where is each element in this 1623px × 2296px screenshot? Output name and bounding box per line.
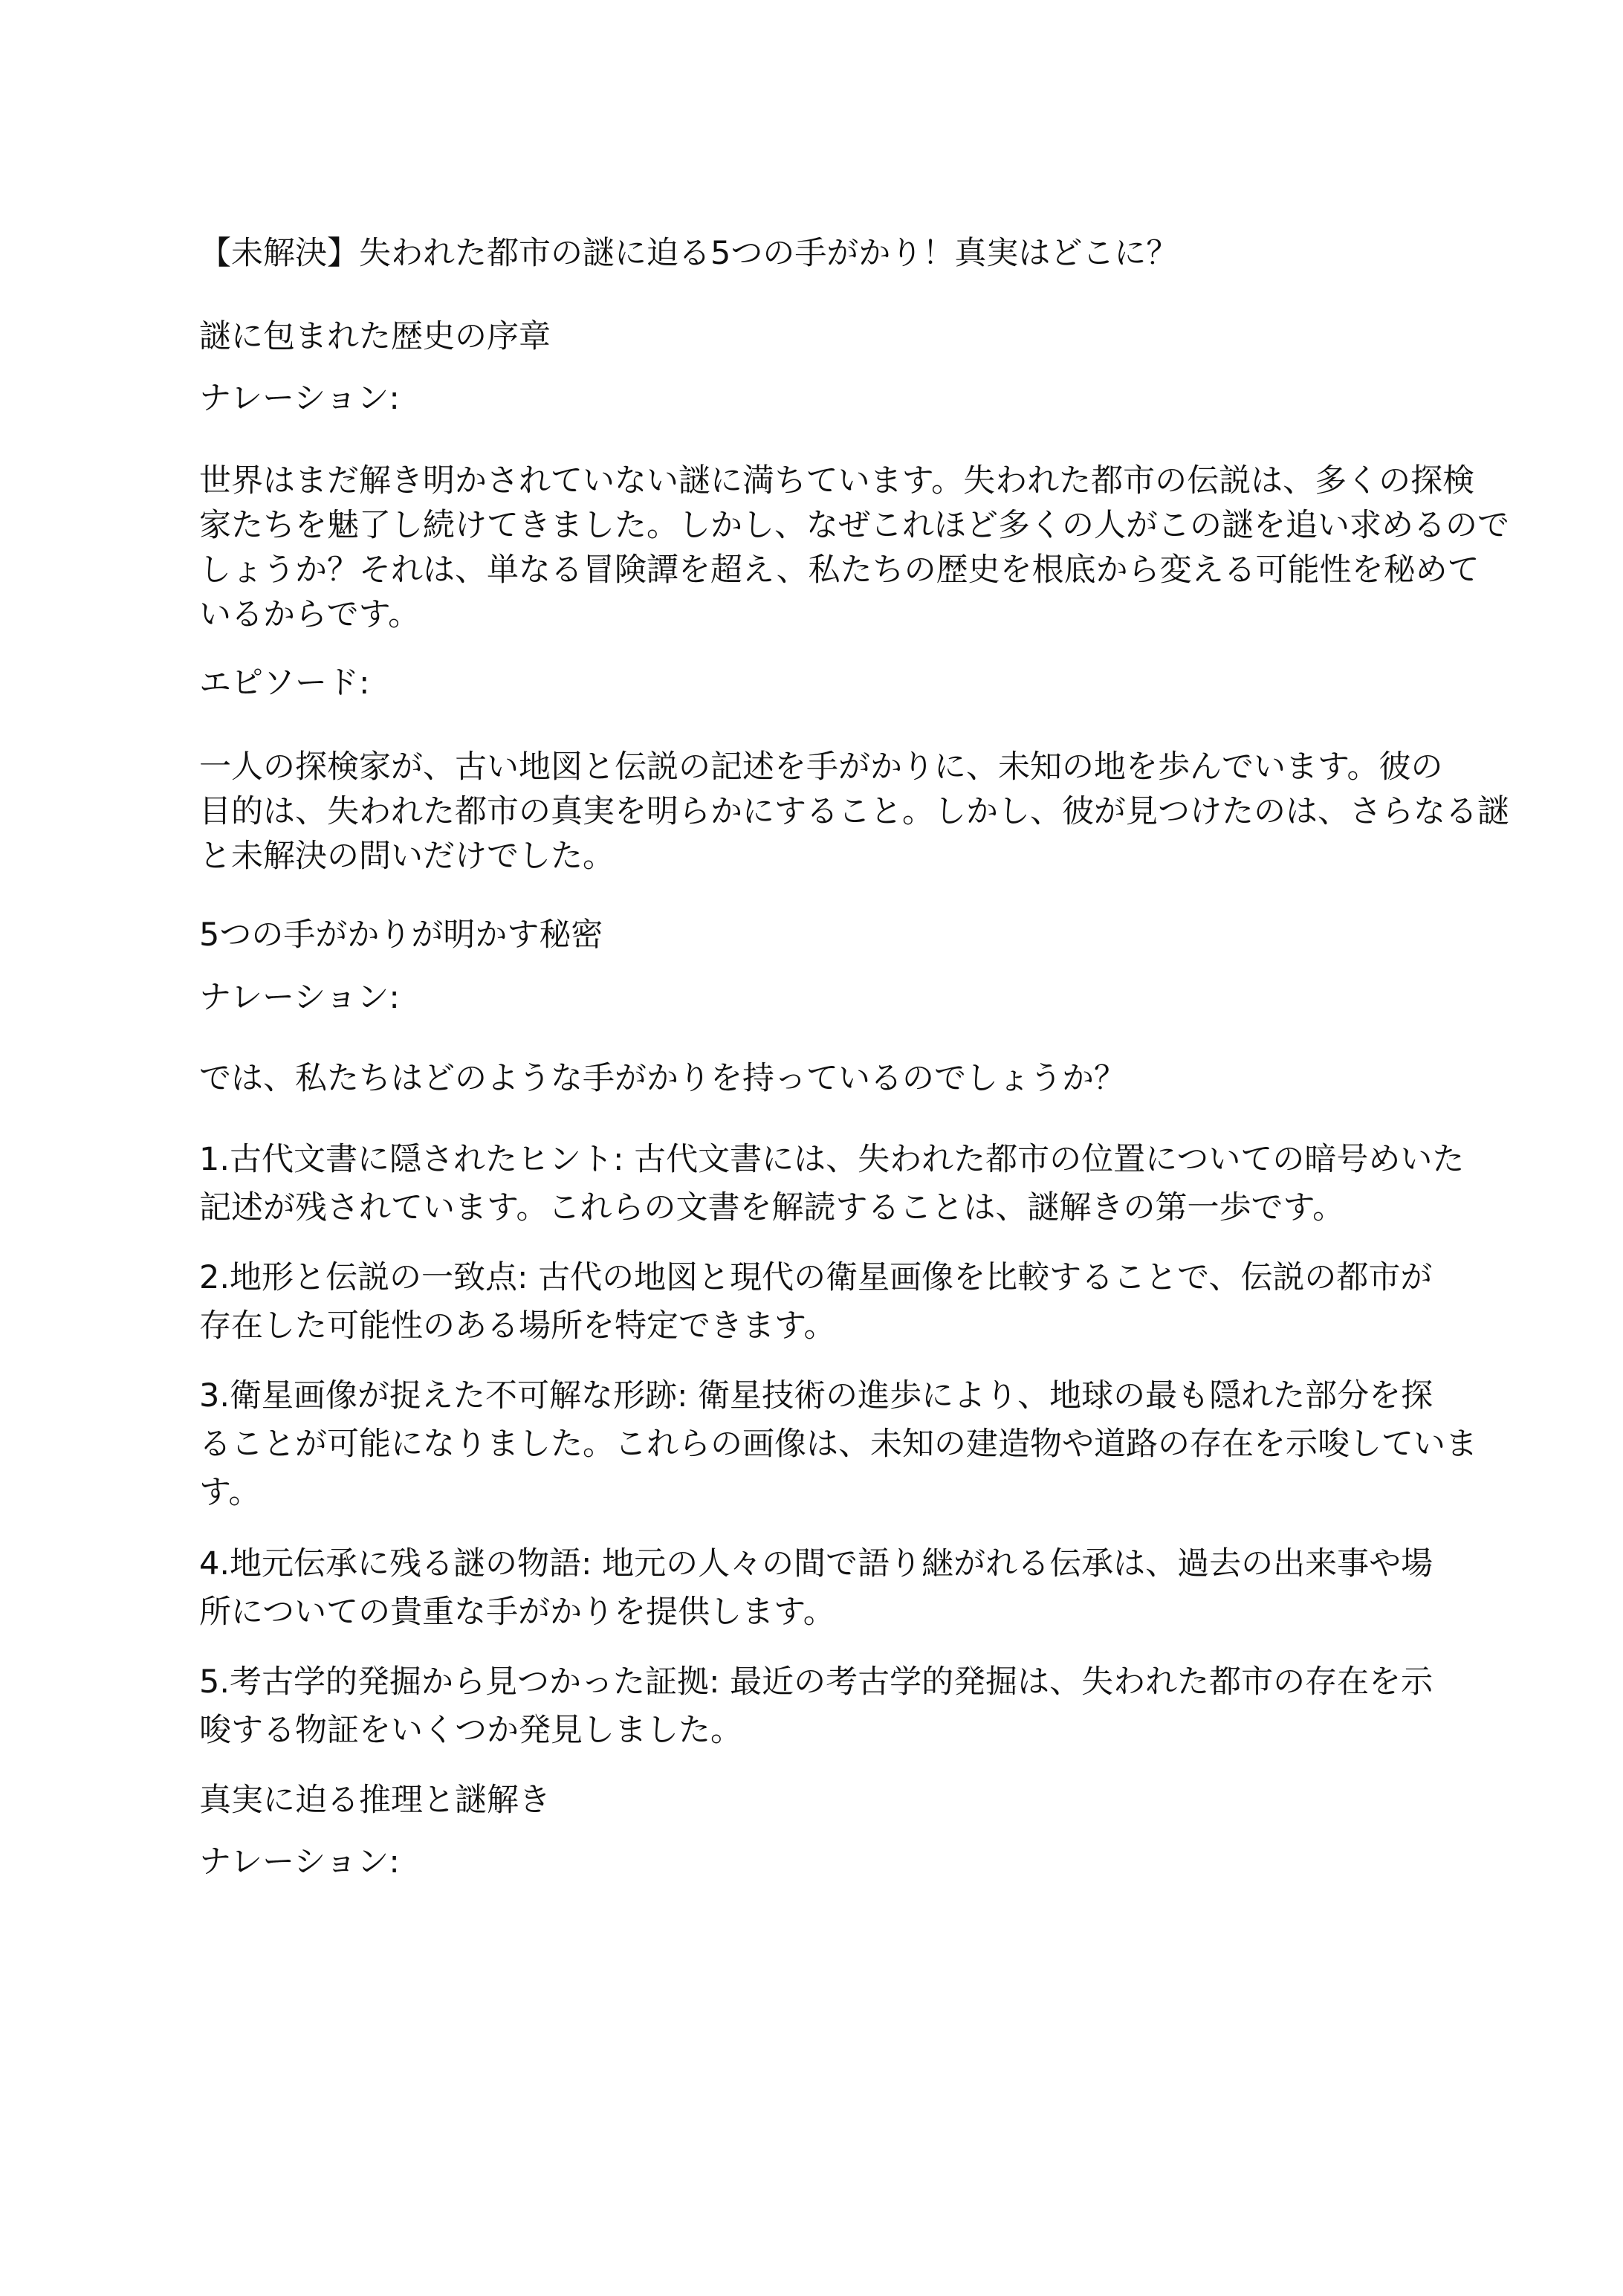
clue-line: 唆する物証をいくつか発見しました。 <box>199 1712 742 1749</box>
clue-line: 所についての貴重な手がかりを提供します。 <box>199 1594 835 1631</box>
clue-line: 2.地形と伝説の一致点: 古代の地図と現代の衛星画像を比較することで、伝説の都市が <box>199 1259 1433 1296</box>
title-text: 【未解決】失われた都市の謎に迫る5つの手がかり！真実はどこに？ <box>199 235 1179 272</box>
clue-line: 存在した可能性のある場所を特定できます。 <box>199 1307 836 1345</box>
section-heading <box>199 913 603 957</box>
paragraph-line: しょうか？それは、単なる冒険譚を超え、私たちの歴史を根底から変える可能性を秘めて <box>199 552 1480 589</box>
label-text: ナレーション: <box>199 979 400 1016</box>
paragraph-line: では、私たちはどのような手がかりを持っているのでしょうか？ <box>199 1060 1126 1097</box>
clue-item-2 <box>199 1254 1432 1351</box>
clue-line: 3.衛星画像が捉えた不可解な形跡: 衛星技術の進歩により、地球の最も隠れた部分を探 <box>199 1377 1434 1414</box>
clue-line: ることが可能になりました。これらの画像は、未知の建造物や道路の存在を示唆していま <box>199 1426 1477 1463</box>
episode-paragraph <box>199 745 1509 879</box>
clue-line: 記述が残されています。これらの文書を解読することは、謎解きの第一歩です。 <box>199 1189 1345 1226</box>
document-title <box>199 231 1178 276</box>
paragraph-line: 一人の探検家が、古い地図と伝説の記述を手がかりに、未知の地を歩んでいます。彼の <box>199 748 1443 786</box>
section-heading <box>199 1778 551 1823</box>
clue-item-4 <box>199 1540 1433 1637</box>
narration-paragraph <box>199 459 1509 637</box>
clue-item-5 <box>199 1658 1433 1755</box>
section-heading <box>199 314 551 359</box>
narration-label <box>199 975 400 1020</box>
paragraph-line: 世界はまだ解き明かされていない謎に満ちています。失われた都市の伝説は、多くの探検 <box>199 462 1475 499</box>
label-text: ナレーション: <box>199 1843 400 1881</box>
clue-line: 1.古代文書に隠されたヒント: 古代文書には、失われた都市の位置についての暗号めいた <box>199 1141 1465 1178</box>
paragraph-line: 家たちを魅了し続けてきました。しかし、なぜこれほど多くの人がこの謎を追い求めるので <box>199 507 1509 544</box>
clue-line: 4.地元伝承に残る謎の物語: 地元の人々の間で語り継がれる伝承は、過去の出来事や場 <box>199 1545 1434 1582</box>
label-text: エピソード: <box>199 664 370 702</box>
narration-label <box>199 376 400 421</box>
clue-line: 5.考古学的発掘から見つかった証拠: 最近の考古学的発掘は、失われた都市の存在を示 <box>199 1663 1434 1701</box>
clue-line: す。 <box>199 1474 261 1511</box>
paragraph-line: と未解決の問いだけでした。 <box>199 838 615 875</box>
narration-label <box>199 1840 400 1884</box>
episode-label <box>199 661 370 705</box>
heading-text: 5つの手がかりが明かす秘密 <box>199 916 603 954</box>
label-text: ナレーション: <box>199 380 400 417</box>
heading-text: 真実に迫る推理と謎解き <box>199 1782 551 1819</box>
question-paragraph <box>199 1056 1126 1101</box>
heading-text: 謎に包まれた歴史の序章 <box>199 318 551 355</box>
clue-item-3 <box>199 1372 1477 1517</box>
paragraph-line: 目的は、失われた都市の真実を明らかにすること。しかし、彼が見つけたのは、さらなる謎 <box>199 793 1509 830</box>
paragraph-line: いるからです。 <box>199 596 421 633</box>
clue-item-1 <box>199 1136 1464 1232</box>
